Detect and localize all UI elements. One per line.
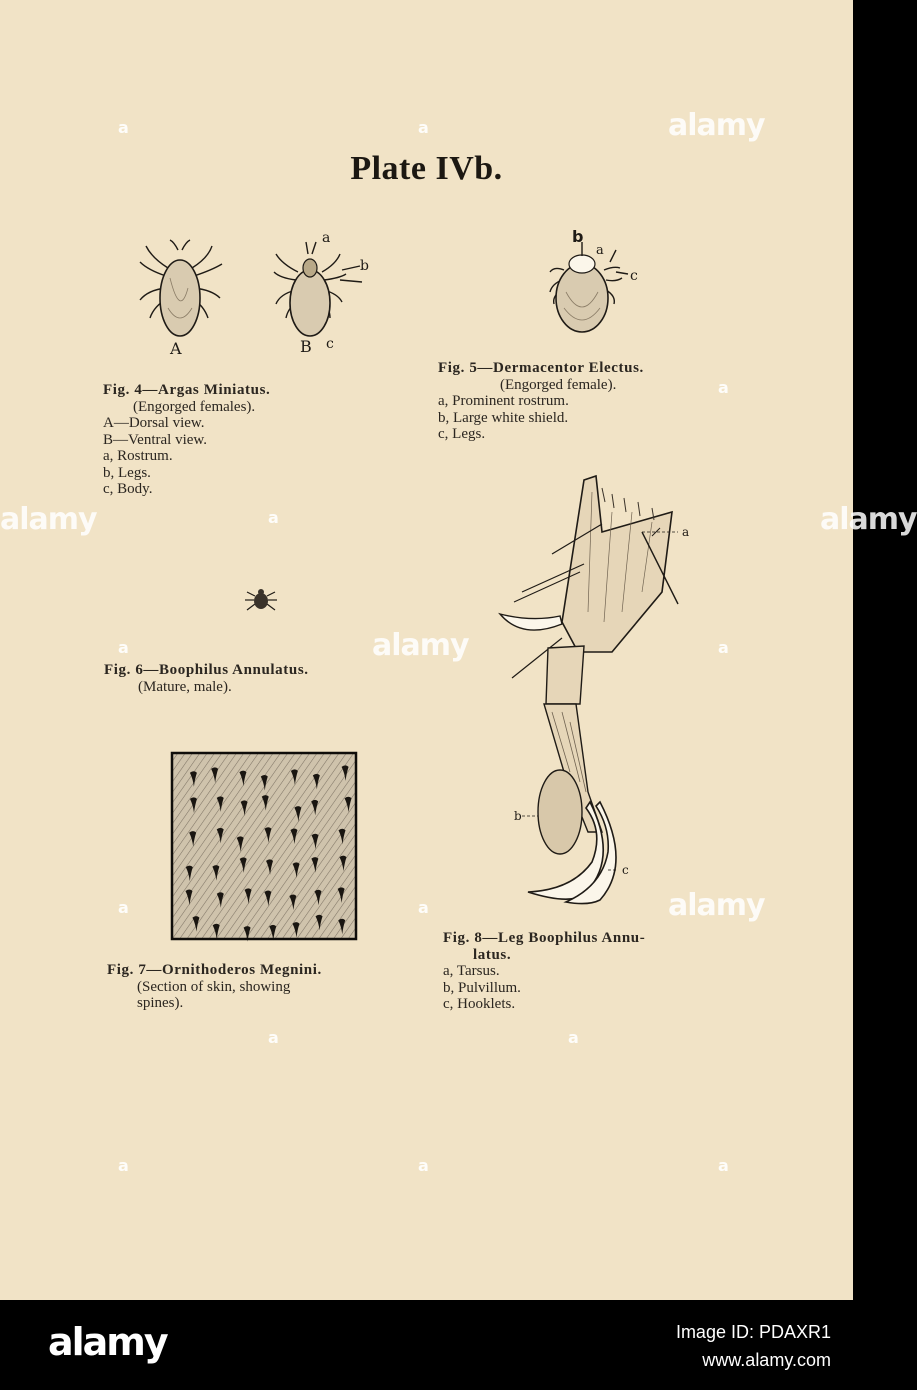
watermark: a (418, 118, 429, 137)
plate-title: Plate IVb. (350, 150, 503, 187)
footer-url: www.alamy.com (702, 1350, 831, 1370)
fig5-line: (Engorged female). (500, 376, 617, 393)
fig6-line: (Mature, male). (138, 678, 232, 695)
fig8-heading: Fig. 8—Leg Boophilus Annu- (443, 930, 646, 946)
fig5-label-c: c (630, 268, 638, 284)
watermark: a (118, 1156, 129, 1175)
watermark: a (718, 638, 729, 657)
fig7-drawing (171, 752, 357, 940)
fig8-drawing (492, 472, 702, 912)
fig5-label-a: a (596, 243, 604, 258)
footer-logo: alamy (48, 1320, 167, 1364)
watermark: a (268, 508, 279, 527)
stock-footer-bar (0, 1300, 853, 1390)
fig7-line: (Section of skin, showing (137, 978, 291, 995)
fig7-heading: Fig. 7—Ornithoderos Megnini. (107, 962, 322, 978)
fig4-drawing (130, 228, 380, 358)
fig7-caption (107, 962, 322, 1012)
watermark: a (718, 378, 729, 397)
fig5-drawing (540, 222, 650, 342)
watermark: alamy (0, 502, 97, 537)
fig8-line: b, Pulvillum. (443, 979, 521, 996)
fig5-label-b: b (572, 227, 584, 246)
fig4-label-B: B (300, 337, 312, 356)
fig4-line: B—Ventral view. (103, 431, 208, 448)
watermark: a (418, 898, 429, 917)
watermark: alamy (372, 628, 469, 663)
fig8-heading-cont: latus. (473, 946, 512, 963)
fig4-line: b, Legs. (103, 464, 151, 481)
watermark: alamy (668, 108, 765, 143)
fig6-drawing (243, 586, 279, 614)
fig5-line: a, Prominent rostrum. (438, 393, 569, 409)
fig8-label-b: b (514, 809, 522, 823)
fig8-caption (443, 930, 645, 1013)
fig8-label-c: c (622, 863, 629, 877)
watermark: a (268, 1028, 279, 1047)
image-id: Image ID: PDAXR1 (675, 1322, 831, 1342)
fig7-line: spines). (137, 995, 184, 1011)
fig4-label-A: A (170, 339, 182, 358)
fig4-line: A—Dorsal view. (103, 415, 205, 431)
watermark: alamy (668, 888, 765, 923)
fig6-heading: Fig. 6—Boophilus Annulatus. (104, 662, 309, 678)
watermark: alamy (820, 502, 917, 537)
fig5-line: c, Legs. (438, 426, 486, 442)
fig4-line: c, Body. (103, 481, 153, 497)
fig4-label-a: a (322, 230, 331, 246)
watermark: a (418, 1156, 429, 1175)
fig5-line: b, Large white shield. (438, 409, 569, 426)
watermark: a (118, 118, 129, 137)
watermark: a (718, 1156, 729, 1175)
fig4-heading: Fig. 4—Argas Miniatus. (103, 382, 271, 398)
watermark: a (118, 638, 129, 657)
fig8-line: c, Hooklets. (443, 996, 516, 1012)
watermark: a (118, 898, 129, 917)
watermark: a (568, 1028, 579, 1047)
fig8-line: a, Tarsus. (443, 963, 500, 979)
fig4-line: (Engorged females). (133, 398, 256, 415)
fig4-label-b: b (360, 258, 369, 274)
fig6-caption (104, 662, 309, 695)
fig8-label-a: a (682, 525, 690, 539)
fig4-label-c: c (326, 336, 334, 352)
fig5-caption (438, 360, 644, 443)
fig4-line: a, Rostrum. (103, 448, 173, 464)
fig4-caption (103, 382, 270, 498)
fig5-heading: Fig. 5—Dermacentor Electus. (438, 360, 644, 376)
